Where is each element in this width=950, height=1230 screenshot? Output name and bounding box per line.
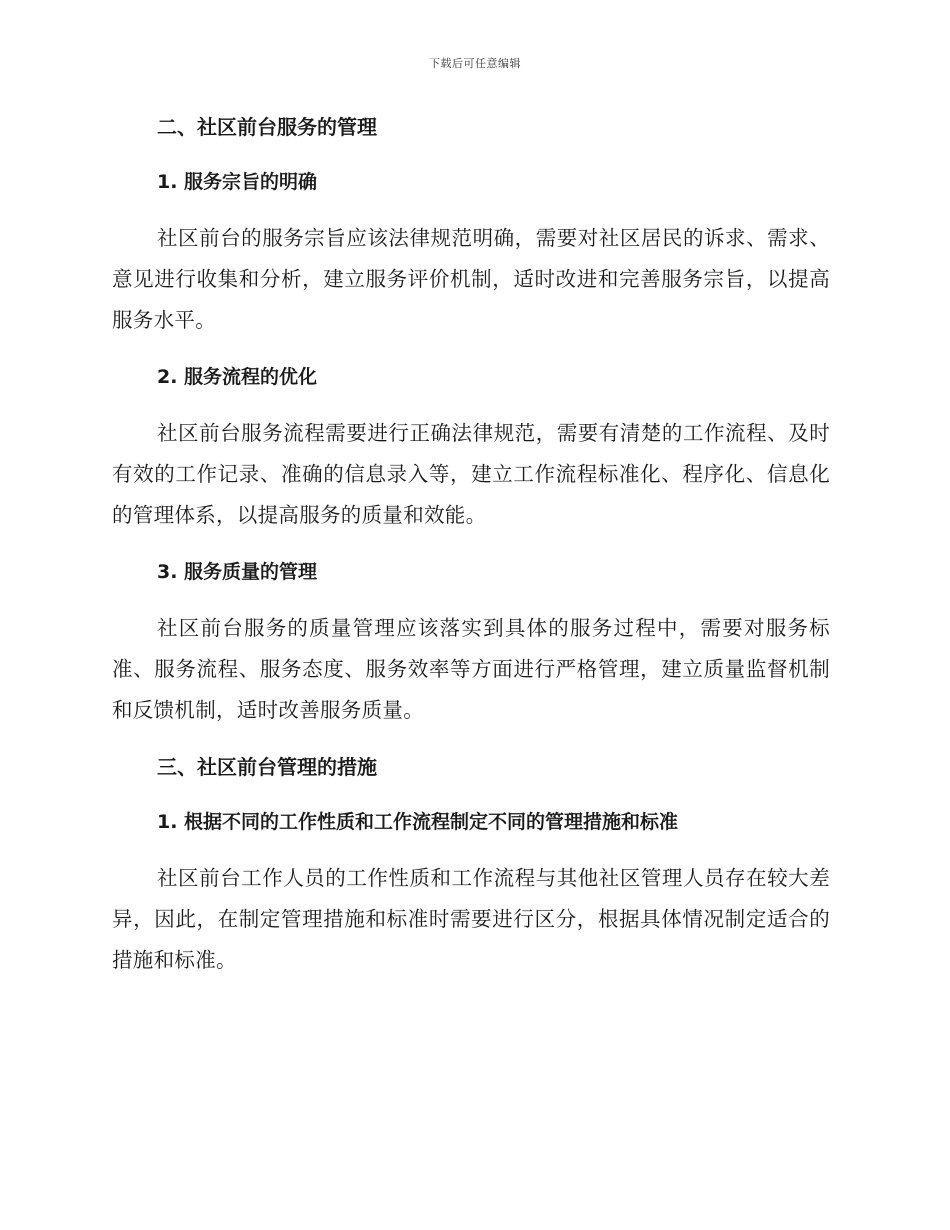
document-content: [112, 108, 830, 998]
section-heading-2: 二、社区前台服务的管理: [157, 115, 377, 139]
subheading-process-optimization: 2. 服务流程的优化: [157, 366, 318, 388]
paragraph-process-optimization: 社区前台服务流程需要进行正确法律规范，需要有清楚的工作流程、及时有效的工作记录、准确的信息录入等，建立工作流程标准化、程序化、信息化的管理体系，以提高服务的质量和效能。: [112, 421, 830, 527]
header-note: 下载后可任意编辑: [429, 57, 521, 70]
paragraph-service-purpose: 社区前台的服务宗旨应该法律规范明确，需要对社区居民的诉求、需求、意见进行收集和分析，建立服务评价机制，适时改进和完善服务宗旨，以提高服务水平。: [112, 226, 830, 332]
subheading-management-measures: 1. 根据不同的工作性质和工作流程制定不同的管理措施和标准: [157, 811, 679, 833]
paragraph-quality-management: 社区前台服务的质量管理应该落实到具体的服务过程中，需要对服务标准、服务流程、服务态度、服务效率等方面进行严格管理，建立质量监督机制和反馈机制，适时改善服务质量。: [112, 616, 830, 722]
section-heading-3: 三、社区前台管理的措施: [157, 755, 377, 779]
paragraph-management-measures: 社区前台工作人员的工作性质和工作流程与其他社区管理人员存在较大差异，因此，在制定管理措施和标准时需要进行区分，根据具体情况制定适合的措施和标准。: [112, 866, 830, 972]
subheading-quality-management: 3. 服务质量的管理: [157, 561, 318, 583]
subheading-service-purpose: 1. 服务宗旨的明确: [157, 171, 318, 193]
